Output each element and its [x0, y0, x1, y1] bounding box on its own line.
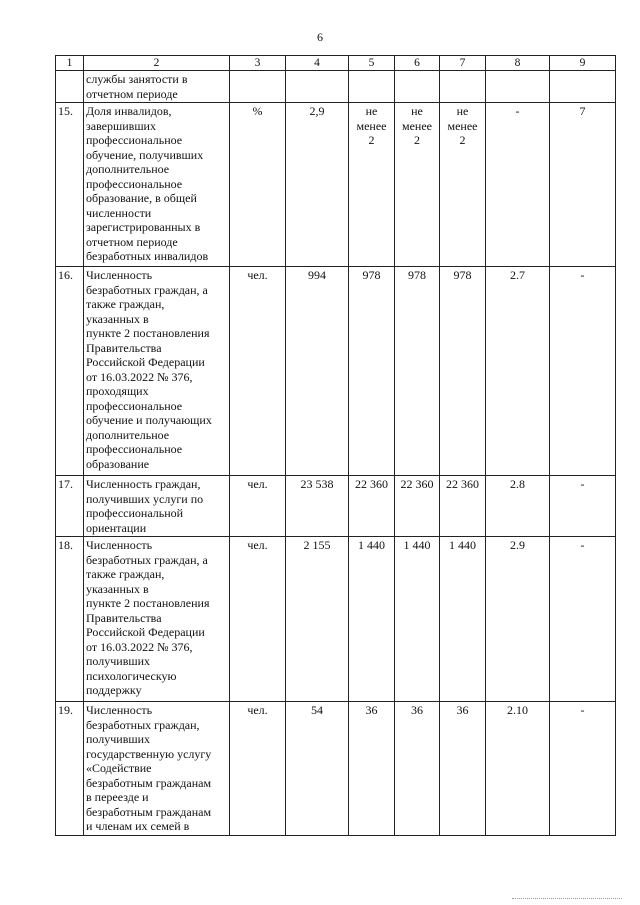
indicator-name-line: отчетном периоде — [86, 234, 178, 249]
indicator-name — [84, 537, 230, 702]
indicator-name-line: поддержку — [86, 683, 142, 697]
indicator-name-line: психологическую — [86, 668, 177, 683]
value-col4: 54 — [286, 702, 349, 836]
indicator-name-line: Численность — [86, 703, 153, 717]
value-col9: - — [550, 267, 616, 476]
indicator-name-line: профессиональное — [86, 133, 183, 147]
indicator-name-line: Численность — [86, 268, 153, 282]
value-col9: - — [550, 702, 616, 836]
indicator-name-line: также граждан, — [86, 567, 165, 581]
value-col8 — [486, 71, 550, 103]
indicators-table — [55, 55, 616, 836]
header-cell: 5 — [349, 56, 395, 71]
unit-cell: чел. — [230, 537, 286, 702]
value-col6: 1 440 — [395, 537, 440, 702]
indicator-name-line: Правительства — [86, 610, 162, 625]
indicator-name — [84, 267, 230, 476]
row-number: 17. — [56, 476, 84, 537]
indicator-name-line: завершивших — [86, 118, 156, 133]
indicator-name-line: профессиональной — [86, 506, 184, 520]
table-row — [56, 267, 616, 476]
header-cell: 9 — [550, 56, 616, 71]
header-cell: 2 — [84, 56, 230, 71]
value-col4: 994 — [286, 267, 349, 476]
value-col4: 23 538 — [286, 476, 349, 537]
value-col4 — [286, 71, 349, 103]
value-col5-line: 2 — [368, 133, 375, 147]
indicator-name-line: от 16.03.2022 № 376, — [86, 369, 193, 384]
value-col6-line: не — [411, 104, 423, 118]
value-col9 — [550, 71, 616, 103]
value-col5-line: не — [365, 104, 378, 118]
indicator-name-line: службы занятости в — [86, 72, 188, 86]
indicator-name-line: государственную услугу — [86, 746, 212, 761]
indicator-name-line: образование, в общей — [86, 191, 197, 205]
indicator-name-line: Правительства — [86, 340, 162, 355]
table-row — [56, 103, 616, 267]
indicator-name-line: указанных в — [86, 581, 149, 596]
unit-cell: чел. — [230, 267, 286, 476]
indicator-name-line: получивших услуги по — [86, 491, 204, 506]
value-col6: 22 360 — [395, 476, 440, 537]
table-row — [56, 537, 616, 702]
indicator-name-line: получивших — [86, 732, 151, 746]
row-number: 16. — [56, 267, 84, 476]
row-number — [56, 71, 84, 103]
indicator-name — [84, 702, 230, 836]
value-col8: 2.9 — [486, 537, 550, 702]
indicator-name-line: дополнительное — [86, 427, 170, 442]
unit-cell: % — [230, 103, 286, 267]
value-col5: 978 — [349, 267, 395, 476]
indicator-name-line: Российской Федерации — [86, 355, 205, 369]
indicator-name-line: получивших — [86, 654, 151, 668]
value-col6: 36 — [395, 702, 440, 836]
unit-cell: чел. — [230, 702, 286, 836]
indicator-name-line: Доля инвалидов, — [86, 104, 172, 118]
value-col4: 2 155 — [286, 537, 349, 702]
indicator-name-line: «Содействие — [86, 761, 152, 775]
value-col9: - — [550, 537, 616, 702]
indicator-name-line: образование — [86, 456, 150, 471]
indicator-name-line: безработным гражданам — [86, 775, 212, 790]
indicator-name-line: зарегистрированных в — [86, 220, 201, 234]
value-col7-line: 2 — [459, 133, 466, 147]
value-col7: 36 — [440, 702, 486, 836]
indicator-name-line: безработных граждан, — [86, 717, 200, 732]
indicator-name-line: пункте 2 постановления — [86, 596, 210, 610]
value-col9: - — [550, 476, 616, 537]
header-cell: 7 — [440, 56, 486, 71]
value-col7 — [440, 103, 486, 267]
indicator-name-line: обучение, получивших — [86, 147, 204, 162]
table-row — [56, 702, 616, 836]
value-col7-line: не — [456, 104, 469, 118]
value-col5: 22 360 — [349, 476, 395, 537]
value-col8: 2.10 — [486, 702, 550, 836]
table-header-row — [56, 56, 616, 71]
indicator-name-line: безработным гражданам — [86, 804, 212, 819]
value-col9: 7 — [550, 103, 616, 267]
value-col5: 1 440 — [349, 537, 395, 702]
indicator-name-line: обучение и получающих — [86, 413, 212, 427]
header-cell: 8 — [486, 56, 550, 71]
table-row — [56, 476, 616, 537]
value-col7: 1 440 — [440, 537, 486, 702]
indicator-name-line: численности — [86, 205, 152, 220]
value-col5: 36 — [349, 702, 395, 836]
header-cell: 3 — [230, 56, 286, 71]
indicator-name — [84, 103, 230, 267]
value-col5-line: менее — [356, 118, 387, 133]
indicator-name-line: дополнительное — [86, 162, 170, 176]
value-col5 — [349, 103, 395, 267]
indicator-name-line: указанных в — [86, 311, 149, 326]
row-number: 19. — [56, 702, 84, 836]
indicator-name — [84, 476, 230, 537]
indicator-name-line: профессиональное — [86, 442, 183, 456]
header-cell: 1 — [56, 56, 84, 71]
page-number: 6 — [317, 30, 323, 44]
indicator-name-line: безработных граждан, а — [86, 552, 208, 567]
indicator-name-line: ориентации — [86, 520, 147, 535]
indicator-name-line: проходящих — [86, 384, 149, 398]
value-col7: 22 360 — [440, 476, 486, 537]
indicator-name-line: пункте 2 постановления — [86, 326, 210, 340]
indicator-name-line: от 16.03.2022 № 376, — [86, 639, 193, 654]
header-cell: 4 — [286, 56, 349, 71]
indicator-name-line: Российской Федерации — [86, 625, 205, 639]
indicator-name-line: и членам их семей в — [86, 819, 190, 833]
value-col6: 978 — [395, 267, 440, 476]
value-col8: 2.8 — [486, 476, 550, 537]
indicator-name-line: Численность граждан, — [86, 477, 201, 491]
value-col8: 2.7 — [486, 267, 550, 476]
value-col5 — [349, 71, 395, 103]
row-number: 18. — [56, 537, 84, 702]
value-col7: 978 — [440, 267, 486, 476]
indicator-name-line: отчетном периоде — [86, 86, 178, 101]
scan-artifact — [512, 898, 622, 902]
header-cell: 6 — [395, 56, 440, 71]
table-row — [56, 71, 616, 103]
indicator-name-line: профессиональное — [86, 398, 183, 413]
indicator-name-line: Численность — [86, 538, 153, 552]
value-col6 — [395, 103, 440, 267]
indicator-name — [84, 71, 230, 103]
unit-cell: чел. — [230, 476, 286, 537]
value-col6 — [395, 71, 440, 103]
value-col7-line: менее — [447, 118, 478, 133]
indicator-name-line: безработных граждан, а — [86, 282, 208, 297]
value-col6-line: 2 — [414, 133, 420, 147]
indicator-name-line: в переезде и — [86, 790, 149, 804]
value-col6-line: менее — [402, 118, 432, 133]
value-col8: - — [486, 103, 550, 267]
value-col7 — [440, 71, 486, 103]
value-col4: 2,9 — [286, 103, 349, 267]
row-number: 15. — [56, 103, 84, 267]
indicator-name-line: также граждан, — [86, 297, 165, 311]
indicator-name-line: профессиональное — [86, 176, 183, 191]
unit-cell — [230, 71, 286, 103]
indicator-name-line: безработных инвалидов — [86, 249, 209, 263]
